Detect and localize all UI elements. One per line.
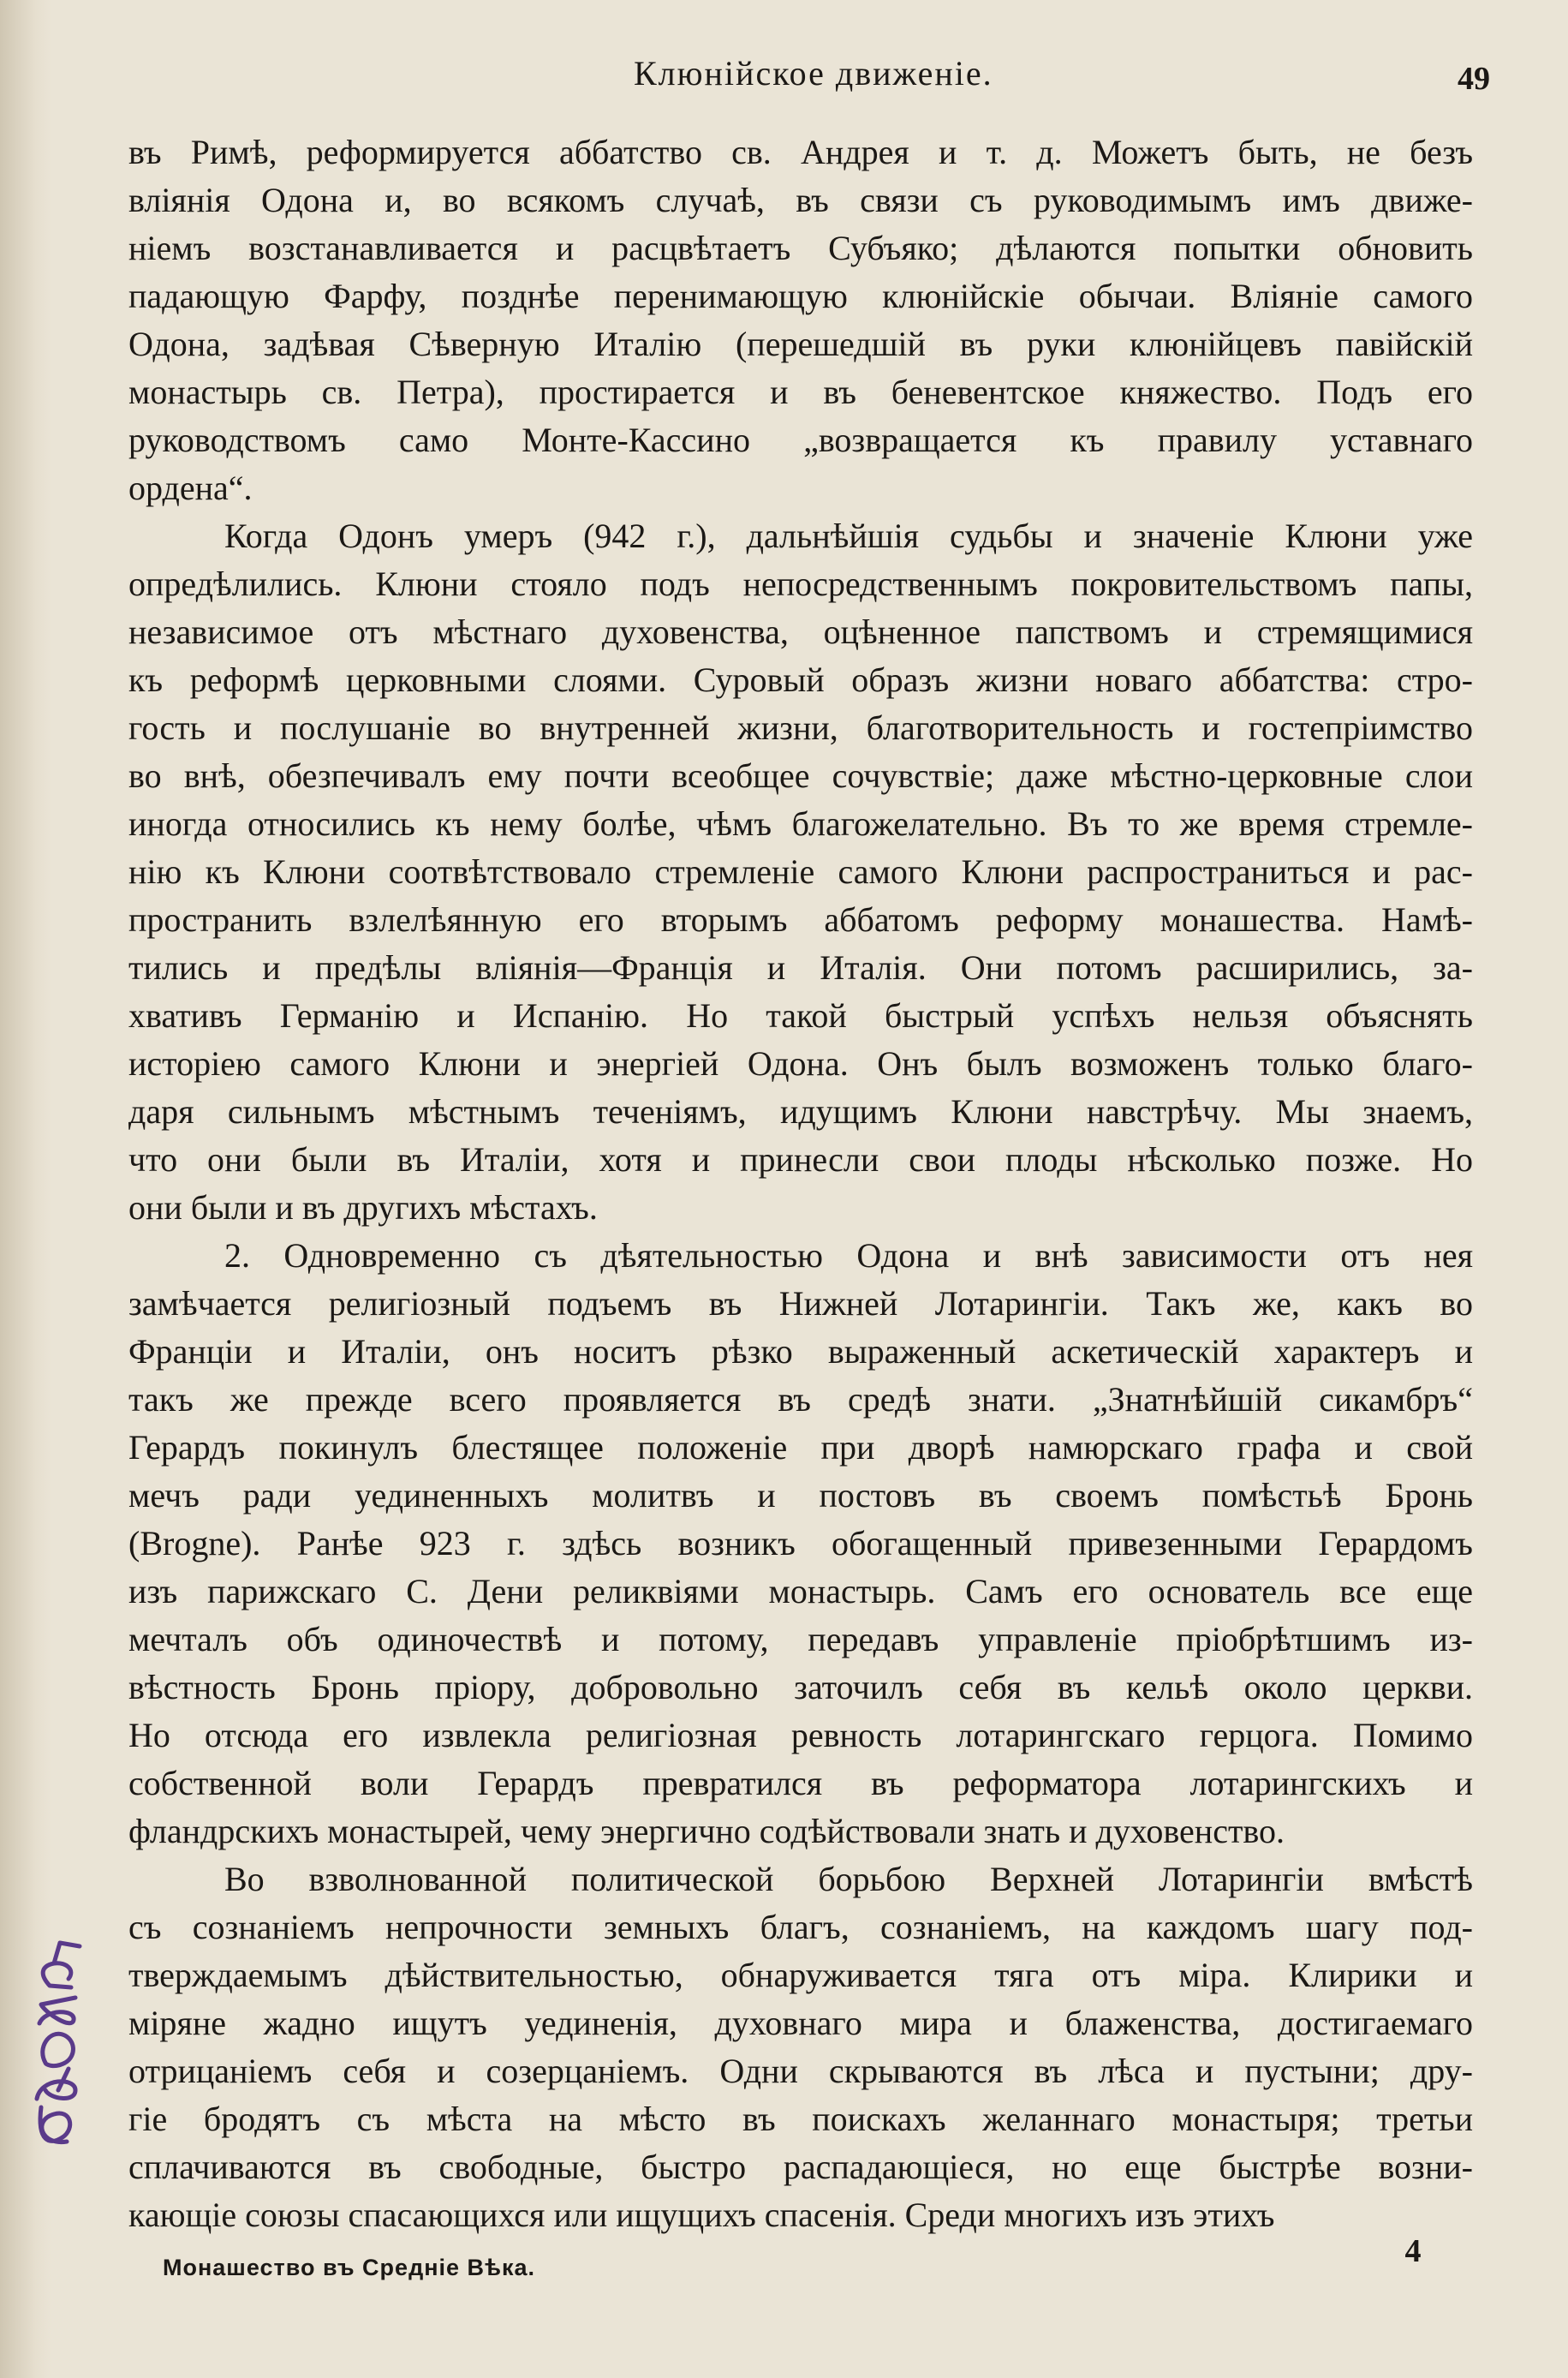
handwritten-inventory-number: [15, 1927, 92, 2150]
body-text: [128, 128, 1473, 2239]
text-line: къ реформѣ церковными слоями. Суровый образъ жизни новаго аббатства: стро-: [128, 660, 1473, 699]
text-line: пространить взлелѣянную его вторымъ аббатомъ реформу монашества. Намѣ-: [128, 900, 1473, 939]
text-line: независимое отъ мѣстнаго духовенства, оцѣненное папствомъ и стремящимися: [128, 612, 1473, 651]
signature-number: 4: [1404, 2233, 1422, 2269]
footer-book-title: Монашество въ Средніе Вѣка.: [163, 2255, 536, 2280]
text-line: падающую Фарфу, позднѣе перенимающую клюнійскіе обычаи. Вліяніе самого: [128, 277, 1473, 315]
paragraph: [128, 512, 1473, 1232]
text-line: (Brogne). Ранѣе 923 г. здѣсь возникъ обогащенный привезенными Герардомъ: [128, 1524, 1473, 1562]
text-line: съ сознаніемъ непрочности земныхъ благъ, сознаніемъ, на каждомъ шагу под-: [128, 1908, 1473, 1946]
text-line: они были и въ другихъ мѣстахъ.: [128, 1188, 598, 1227]
text-line: замѣчается религіозный подъемъ въ Нижней Лотарингіи. Такъ же, какъ во: [128, 1284, 1473, 1323]
text-line: тились и предѣлы вліянія—Франція и Италія. Они потомъ расширились, за-: [128, 948, 1473, 987]
text-line: мечъ ради уединенныхъ молитвъ и постовъ въ своемъ помѣстьѣ Бронь: [128, 1476, 1473, 1515]
text-line: руководствомъ само Монте-Кассино „возвращается къ правилу уставнаго: [128, 421, 1473, 459]
text-line: Франціи и Италіи, онъ носитъ рѣзко выраженный аскетическій характеръ и: [128, 1332, 1473, 1371]
text-line: во внѣ, обезпечивалъ ему почти всеобщее сочувствіе; даже мѣстно-церковные слои: [128, 756, 1473, 795]
text-line: гость и послушаніе во внутренней жизни, благотворительность и гостепріимство: [128, 708, 1473, 747]
text-line: хвативъ Германію и Испанію. Но такой быстрый успѣхъ нельзя объяснять: [128, 996, 1473, 1035]
text-line: тверждаемымъ дѣйствительностью, обнаруживается тяга отъ міра. Клирики и: [128, 1956, 1473, 1994]
text-line: такъ же прежде всего проявляется въ средѣ знати. „Знатнѣйшій сикамбръ“: [128, 1380, 1473, 1419]
text-line: собственной воли Герардъ превратился въ реформатора лотарингскихъ и: [128, 1764, 1473, 1802]
text-line: монастырь св. Петра), простирается и въ беневентское княжество. Подъ его: [128, 373, 1473, 411]
text-line: исторіею самого Клюни и энергіей Одона. Онъ былъ возможенъ только благо-: [128, 1044, 1473, 1083]
text-line: Но отсюда его извлекла религіозная ревность лотарингскаго герцога. Помимо: [128, 1716, 1473, 1754]
text-line: иногда относились къ нему болѣе, чѣмъ благожелательно. Въ то же время стремле-: [128, 804, 1473, 843]
text-line: даря сильнымъ мѣстнымъ теченіямъ, идущимъ Клюни навстрѣчу. Мы знаемъ,: [128, 1092, 1473, 1131]
text-line: въ Римѣ, реформируется аббатство св. Андрея и т. д. Можетъ быть, не безъ: [128, 133, 1473, 171]
text-line: что они были въ Италіи, хотя и принесли свои плоды нѣсколько позже. Но: [128, 1140, 1473, 1179]
page-number: 49: [1458, 61, 1490, 97]
text-line: міряне жадно ищутъ уединенія, духовнаго мира и блаженства, достигаемаго: [128, 2004, 1473, 2042]
text-line: 2. Одновременно съ дѣятельностью Одона и внѣ зависимости отъ нея: [224, 1236, 1473, 1275]
text-line: ніемъ возстанавливается и расцвѣтаетъ Субъяко; дѣлаются попытки обновить: [128, 229, 1473, 267]
text-line: опредѣлились. Клюни стояло подъ непосредственнымъ покровительствомъ папы,: [128, 565, 1473, 603]
text-line: Одона, задѣвая Сѣверную Италію (перешедшій въ руки клюнійцевъ павійскій: [128, 325, 1473, 363]
text-line: гіе бродятъ съ мѣста на мѣсто въ поискахъ желаннаго монастыря; третьи: [128, 2100, 1473, 2138]
running-title: Клюнійское движеніе.: [634, 54, 993, 93]
text-line: вѣстность Бронь пріору, добровольно заточилъ себя въ кельѣ около церкви.: [128, 1668, 1473, 1706]
text-line: отрицаніемъ себя и созерцаніемъ. Одни скрываются въ лѣса и пустыни; дру-: [128, 2052, 1473, 2090]
paragraph: [128, 1232, 1473, 1855]
text-line: Герардъ покинулъ блестящее положеніе при дворѣ намюрскаго графа и свой: [128, 1428, 1473, 1467]
text-line: кающіе союзы спасающихся или ищущихъ спасенія. Среди многихъ изъ этихъ: [128, 2196, 1275, 2234]
text-line: сплачиваются въ свободные, быстро распадающіеся, но еще быстрѣе возни-: [128, 2148, 1473, 2186]
text-line: нію къ Клюни соотвѣтствовало стремленіе самого Клюни распространиться и рас-: [128, 852, 1473, 891]
text-line: ордена“.: [128, 469, 253, 507]
text-line: Во взволнованной политической борьбою Верхней Лотарингіи вмѣстѣ: [224, 1860, 1473, 1898]
text-line: Когда Одонъ умеръ (942 г.), дальнѣйшія судьбы и значеніе Клюни уже: [224, 517, 1473, 555]
text-line: вліянія Одона и, во всякомъ случаѣ, въ связи съ руководимымъ имъ движе-: [128, 181, 1473, 219]
handwritten-number-drawing: [15, 1927, 92, 2150]
text-line: изъ парижскаго С. Дени реликвіями монастырь. Самъ его основатель все еще: [128, 1572, 1473, 1610]
text-line: фландрскихъ монастырей, чему энергично содѣйствовали знать и духовенство.: [128, 1812, 1285, 1850]
paragraph: [128, 1855, 1473, 2239]
text-line: мечталъ объ одиночествѣ и потому, передавъ управленіе пріобрѣтшимъ из-: [128, 1620, 1473, 1658]
paragraph: [128, 128, 1473, 512]
